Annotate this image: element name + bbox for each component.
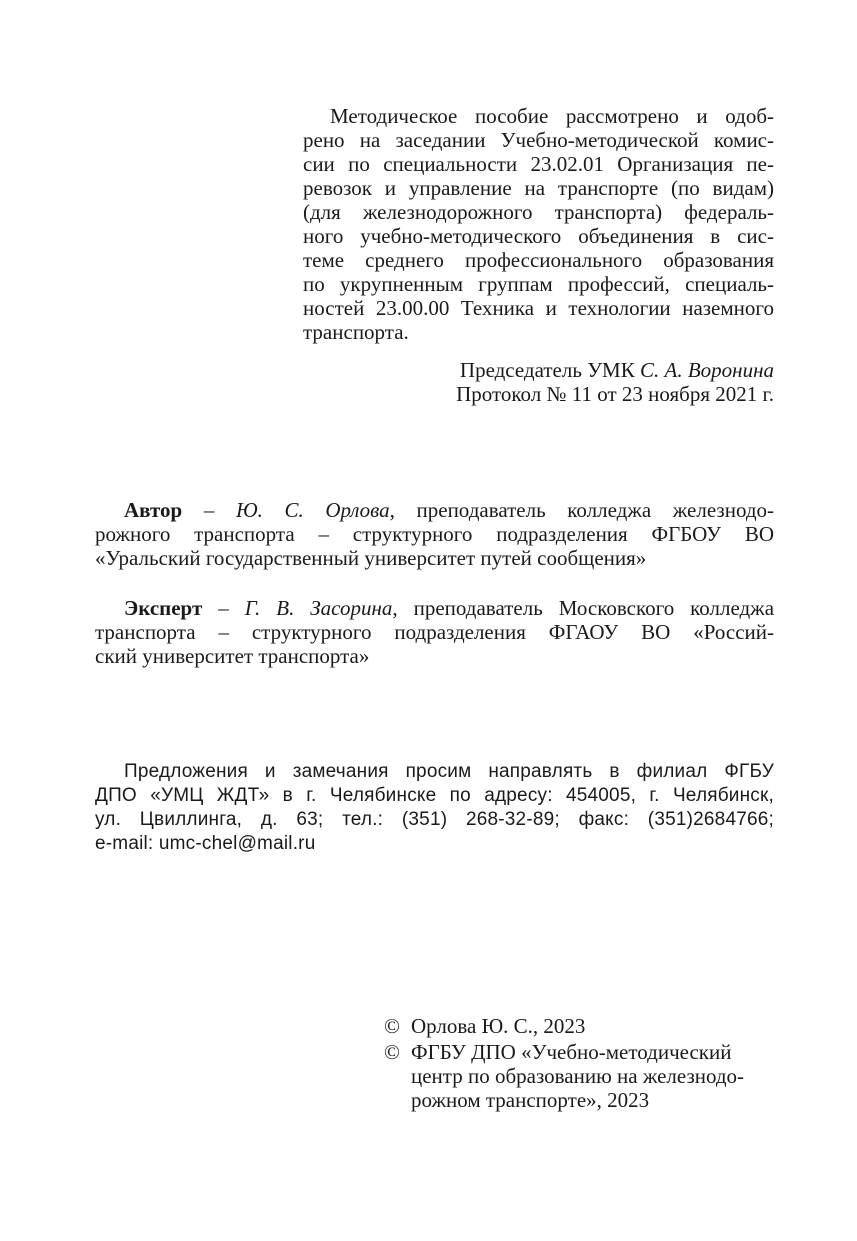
copyright-line: рожном транспорте», 2023 — [411, 1088, 650, 1112]
copyright-line: ФГБУ ДПО «Учебно-методический — [411, 1040, 732, 1064]
copyright-line: центр по образованию на железнодо- — [411, 1064, 745, 1088]
contacts-line: ул. Цвиллинга, д. 63; тел.: (351) 268-32-89; факс: (351)2684766; — [95, 809, 774, 830]
author-role: , преподаватель колледжа железнодо- — [389, 498, 775, 522]
protocol-line: Протокол № 11 от 23 ноября 2021 г. — [456, 382, 774, 406]
author-dash: – — [203, 498, 215, 522]
approval-line: транспорта. — [303, 320, 409, 344]
copyright-line: Орлова Ю. С., 2023 — [411, 1014, 586, 1038]
contacts-email: e-mail: umc-chel@mail.ru — [95, 833, 316, 854]
expert-line — [124, 596, 774, 620]
approval-line: Методическое пособие рассмотрено и одоб- — [330, 104, 774, 128]
approval-line: ностей 23.00.00 Техника и технологии наземного — [303, 296, 774, 320]
approval-line: ного учебно-методического объединения в сис- — [303, 224, 774, 248]
expert-role: , преподаватель Московского колледжа — [392, 596, 775, 620]
chair-name: С. А. Воронина — [640, 358, 774, 382]
approval-line: теме среднего профессионального образования — [303, 248, 774, 272]
chair-label: Председатель УМК — [459, 358, 635, 382]
approval-line: рено на заседании Учебно-методической комис- — [303, 128, 774, 152]
author-line: рожного транспорта – структурного подразделения ФГБОУ ВО — [95, 522, 774, 546]
approval-line: сии по специальности 23.02.01 Организация пе- — [303, 152, 774, 176]
contacts-line: Предложения и замечания просим направлять в филиал ФГБУ — [124, 761, 774, 782]
approval-line: по укрупненным группам профессий, специаль- — [303, 272, 774, 296]
author-label: Автор — [124, 498, 183, 522]
author-line — [124, 498, 774, 522]
contacts-line: ДПО «УМЦ ЖДТ» в г. Челябинске по адресу: 454005, г. Челябинск, — [95, 785, 774, 806]
approval-line: (для железнодорожного транспорта) федераль- — [303, 200, 774, 224]
copyright-symbol: © — [384, 1040, 400, 1064]
expert-name: Г. В. Засорина — [244, 596, 393, 620]
expert-dash: – — [218, 596, 229, 620]
expert-label: Эксперт — [124, 596, 203, 620]
author-name: Ю. С. Орлова — [235, 498, 390, 522]
author-line: «Уральский государственный университет путей сообщения» — [95, 546, 647, 570]
expert-line: транспорта – структурного подразделения ФГАОУ ВО «Россий- — [95, 620, 774, 644]
chair-line — [303, 358, 774, 382]
approval-line: ревозок и управление на транспорте (по видам) — [303, 176, 774, 200]
expert-line: ский университет транспорта» — [95, 644, 370, 668]
copyright-symbol: © — [384, 1014, 400, 1038]
